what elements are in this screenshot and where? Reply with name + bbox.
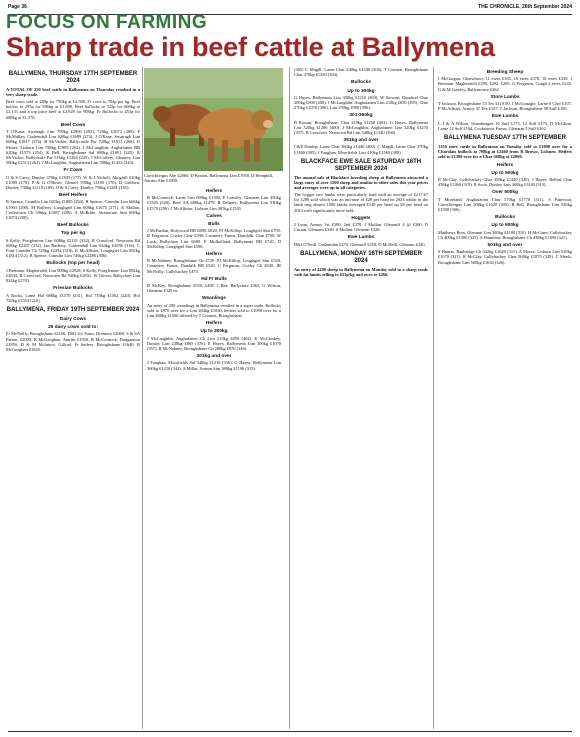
paragraph: J McPartlan, Holywood BB £880, £820, PJ McKillop, Loughgiel Sim £705. D Ferguson, Coaley Char £590, Creamery Farms, Dundalk. Char £700, W Lusk, Ballyclare Lim £680. F Mulholland, Ballymena BB £720, D McKillop, Loughgiel Sim £590. <box>147 228 281 249</box>
subheading: Dairy Cows <box>59 316 87 322</box>
paragraph: An entry of 4200 sheep in Ballymena on Monday sold to a sharp trade with fat lambs selling to 633p/kg and ewes to £260. <box>294 266 428 278</box>
paragraph: Fr McNeilly, Broughshane £2106, DSG Ivy Farm, Dromore £2060, S & SA Patton, £2000, B McGeoghan, Antrim £1950, R McCormick, Dungannon £1850. D & M McIntyre, Gilford. Fr heifers: Broughshane £1640, R McGeoghan £1620. <box>6 331 140 352</box>
subheading: Beef Cows <box>60 122 86 128</box>
dateline: BALLYMENA, FRIDAY 19TH SEPTEMBER 2024 <box>6 306 140 313</box>
subheading: Weanlings <box>202 296 226 302</box>
paragraph: R Spence, Crumlin Lim 601kg £1885 (294). R Spence, Crumlin Lim 666kg £1903 (290). M Rafferty, Loughgiel Lim 608kg £1675 (271). K Mullan, Cookstown Ch 596kg £1687 (286). A McBride, Stranocum Sim 668kg £1874 (280). <box>6 199 140 221</box>
photo-caption: Carrickfergus Abe £2060, D Beaton, Ballymena Lim £1950, D Hemphill, Antrim Abe £1800. <box>144 173 274 184</box>
paragraph: T O'Kane, Swatragh Lim 790kg £2906 (292), 720kg £2073 (288). F McMullan, Cushendall Lim 620kg £1699 (274). J O'Kane, Swatragh Lim 668kg £1817 (272). R McVicker, Ballycastle Par 720kg £1915 (266). D Moses, Lisburn Lim 758kg £1985 (262). J McLaughlin, Aughafatten BB 620kg £1573 (254). K Bell, Broughshane Sal 690kg £1691 (245). R McVicker, Ballycastle Par 516kg £1264 (245). I McCaffery, Glenarry Lim 580kg £1513 (261). J McLaughlin, Aughafatten Lim 590kg £1433 (243). <box>6 129 140 166</box>
paragraph: T Moreland, Aughafatten Char 570kg £1770 (311). S Patterson, Carrickfergus Lim 508kg £1620 (305). R Bell, Broughshane Lim 520kg £1590 (306). <box>438 196 572 213</box>
subheading: 29 dairy cows sold to: <box>47 325 99 331</box>
footer-rule <box>8 731 572 732</box>
paragraph: (305) C Magill, Larne Char 440kg £1340 (304). T Connon, Broughshane Char 470kg £1430 (304). <box>294 67 428 78</box>
cattle-photo <box>144 68 283 171</box>
paragraph: R McClay, Cullybackey Char 450kg £1440 (320), J Hayes, Belfast Char 458kg £1460 (319). R Scott, Dunloy Lim 460kg £1440 (313). <box>438 177 572 188</box>
column-4 <box>438 67 572 729</box>
subheading: Top per kg <box>60 231 86 237</box>
subheading: Bullocks <box>351 80 371 86</box>
paragraph: The annual sale of Blackface breeding sheep at Ballymena attracted a large entry of over 1500 sheep and similar to other sales this year prices and averages were up in all categories. <box>294 174 428 191</box>
masthead: THE CHRONICLE, 26th September 2024 <box>478 4 572 10</box>
subheading: Bullocks <box>495 215 515 221</box>
subheading: Calves <box>206 213 222 219</box>
subheading: Hd Fr Bulls <box>201 276 227 282</box>
paragraph: Matthews Bros, Glenarm Lim 380kg £1180 (310). H McCann, Cullybackey Ch 400kg £1300 (325). S Hamilton, Broughshane Ch 430kg £1380 (321). <box>438 229 572 240</box>
paragraph: R McNabney, Broughshane Ch £720. PJ McKillop, Loughgiel Sim £520, Creamery Farms, Dundalk BB £520. C Ferguson, Coaley Ch £630. JR McNeilly, Cullybackey £470. <box>147 258 281 274</box>
subheading: Beef Bullocks <box>57 223 89 229</box>
column-divider <box>289 67 290 729</box>
paragraph: The hogget ewe lambs were particularly hard with an average of £217.67 for 1200 sold which was an increase of £28 per head on 2023 whilst in the lamb ring almost 1000 lambs averaged £148 per head up £8 per head on 2023 with significantly more sold. <box>294 192 428 213</box>
intro-text: A TOTAL OF 250 beef cattle in Ballymena on Thursday resulted in a very sharp trade. <box>6 87 140 98</box>
subheading: Hoggets <box>351 215 371 221</box>
cattle-photo-image <box>144 68 283 171</box>
paragraph: I McGuigan, Glenwherry 11 ewes £395, 10 ewes £370, 10 ewes £330. J Brennan, Magherafelt £295, £292, £285. G Ferguson, Coagh 2 ewes £245, G & M Gawley, Ballymoney £262. <box>438 76 572 92</box>
paragraph: B Rowan, Broughshane, Char 310kg £1250 (403). G Hayes, Ballymena Lim 320kg £1280 (400). J McLaughlin, Aughafatten Lim 320kg £1270 (397). R Crawford, Newtown Rd Lim 340kg £1340 (394). <box>294 119 428 136</box>
subheading: 501kg and over <box>487 243 523 249</box>
paragraph: J Brennan, Magherafelt Lim 908kg £2928, S Kelly, Portglenone Lim 882kg £2844, R Crawford, Newtown Rd 940kg £2831. W Glover, Ballyclare Lim 824kg £2703. <box>6 267 140 284</box>
dateline: BALLYMENA, MONDAY 16TH SEPTEMBER 2024 <box>300 250 422 264</box>
paragraph: An entry of 290 weanlings in Ballymena resulted in a super trade. Bullocks sold to £970 over for a Lim 404kg £1830, heifers sold to £1090 over for a Lim 468kg £1500 offered by T Connon, Broughshane. <box>147 302 281 319</box>
headline: Sharp trade in beef cattle at Ballymena <box>6 32 495 62</box>
column-1 <box>6 67 140 729</box>
paragraph: T Jackson, Broughshane 53 Tex £110.50, J McGonagle, Larne 6 Cher £107, P McAllister, Armoy 47 Tex £107, T Jackson, Broughshane 58 Suff £106. <box>438 101 572 112</box>
subheading: Heifers <box>496 162 514 168</box>
subheading: Beef Heifers <box>59 193 87 199</box>
subheading: Up to 500kg <box>491 223 519 229</box>
column-divider <box>433 67 434 729</box>
paragraph: L J & A Wilson, Islandmagee 10 Suff £175, 12 Suff £175, D McGlinn, Larne 12 Suff £164, Cookstown Farms, Glenarm 5 Suff £162. <box>438 120 572 131</box>
paragraph: R McCormick, Larne Lim 600kg £1580, F Crawley, Glenarm Lim 450kg £1505 (328). Beef AA 480kg £1479. B Delaney, Ballymena Lim 530kg £1570 (296). J McAllister, Lisburn Lim 485kg £1545. <box>147 195 281 211</box>
subheading: 301-350kg <box>349 113 373 119</box>
paragraph: Beef cows sold to 280p for 790kg at £2,500, Fr cows to 704p per kg. Beef heifers to 295p for 596kg at £1,888, Beef bullocks to 325p for 608kg at £2,131 and a top price beef at £2,928 for 908kg. Fr Bullocks to 253p for 688kg at £1,570. <box>6 99 140 120</box>
subheading: Bulls <box>208 222 220 228</box>
dateline: BALLYMENA TUESDAY 17TH SEPTEMBER <box>444 135 566 142</box>
subheading: Up to 300kg <box>347 88 375 94</box>
subheading: Heifers <box>205 252 223 258</box>
paragraph: S Hunter, Banbridge Ch 542kg £1620 (311). A Moore, Lisburn Lim 520kg £1670 (321). R McClay, Cullybackey Char 568kg £1870 (329). C Shiels, Broughshane Lim 500kg £1630 (326). <box>438 249 572 265</box>
subheading: 301kg and over <box>196 354 232 360</box>
paragraph: A Rocks, Lame Hol 688kg £1570 (231). Hol 710kg £1562 (220). Hol 720kg £1554 (216). <box>6 292 140 303</box>
dateline: BLACKFACE EWE SALE SATURDAY 16TH SEPTEMBER 2024 <box>300 158 422 172</box>
section-title: FOCUS ON FARMING <box>6 12 208 33</box>
subheading: 351kg and over <box>343 138 379 144</box>
subheading: Ewe Lambs <box>491 114 519 120</box>
subheading: Up to 500kg <box>491 170 519 176</box>
paragraph: 1350 store cattle in Ballymena on Tuesday sold to £1890 over for a Charolais bullock at 708kg at £2460 from R Brown, Lisburn. Heifers sold to £1390 over for a Char 568kg at £2060. <box>438 144 572 160</box>
subheading: Breeding Sheep <box>486 70 524 75</box>
paragraph: J Faughan, Moorfields Sal 340kg £1210 (356). G Hayes, Ballymena Lim 360kg £1230 (342). A Millar, Antrim Sim 380kg £1190 (313). <box>147 360 281 371</box>
paragraph: D&J O'Neill, Cushendun £270, Glenariff £250, D McNeill, Glenarm £240. <box>294 241 426 247</box>
column-3 <box>294 67 428 729</box>
paragraph: S Kelly, Portglenone Lim 608kg £2131 (332). R Crawford, Newtown Rd 608kg £2107 (332). Ian Rafferty, Cushendall Lim 644kg £2036 (316). C Ford Crumlin Ch 728kg £2294 (316). K McAllister, Loughgiel Lim 582kg £1814 (312). R Spence, Crumlin Lim 746kg £2286 (306). <box>6 237 140 259</box>
subheading: Store Lambs <box>490 94 520 100</box>
column-divider <box>142 67 143 729</box>
dateline: BALLYMENA, THURSDAY 17TH SEPTEMBER 2024 <box>8 71 138 84</box>
paragraph: J McLaughlin, Aughafatten Ch Lim 210kg £850 (404). K McCloskey, Dunloy Lim 230kg £865 (376). E Hayes, Ballymena Lim 300kg £1070 (357). R McNabney, Broughshane Ch 280kg £970 (346). <box>147 335 281 352</box>
paragraph: D McKay, Broughshane £550, £490. J Rea, Ballyclare £365, G Wilson, Glenarm £325 ea. <box>147 283 281 294</box>
paragraph: C&E Dunlop, Larne Char 360kg £1440 (400). C Magill, Larne Char 370kg £1460 (395). J Faughan, Moorfields Lim 410kg £1560 (380). <box>294 144 428 155</box>
subheading: Over 500kg <box>492 190 518 196</box>
paragraph: G Hayes, Ballymena Lim 300kg £1210 (403). W Stewart, Dundrod Char 200kg £800 (400). J McLaughlin, Aughafatten Lim 210kg £830 (395). Char 270kg £1070 (396). Lim 250kg £990 (396). <box>294 94 428 111</box>
subheading: Bullocks (top per head) <box>46 261 100 267</box>
subheading: Friesian Bullocks <box>53 286 93 292</box>
subheading: Heifers <box>205 321 223 327</box>
subheading: Up to 300kg <box>200 329 228 335</box>
subheading: Heifers <box>205 189 223 194</box>
paragraph: G & S Carey, Dunloy 470kg £1309 (177). W & J Nicholl, Ahoghill 610kg £1089 (179). P & G O'Rowe, Glenaff 598kg £1105 (170). D Gribben, Dunloy 738kg £1118 (169). O & S Carey, Dunloy 758kg £1281 (165). <box>6 174 140 191</box>
column-2 <box>147 186 281 729</box>
paragraph: J Lynn, Armoy 1st £390; 2nd £370. J Mullan, Glenariff 4 @ £360. D Curran, Glenarm £330. S Mullan, Glenarm £320. <box>294 222 428 233</box>
page-number: Page 36 <box>8 4 27 10</box>
subheading: Fr Cows <box>63 168 83 174</box>
subheading: Ewe Lambs <box>347 235 375 241</box>
